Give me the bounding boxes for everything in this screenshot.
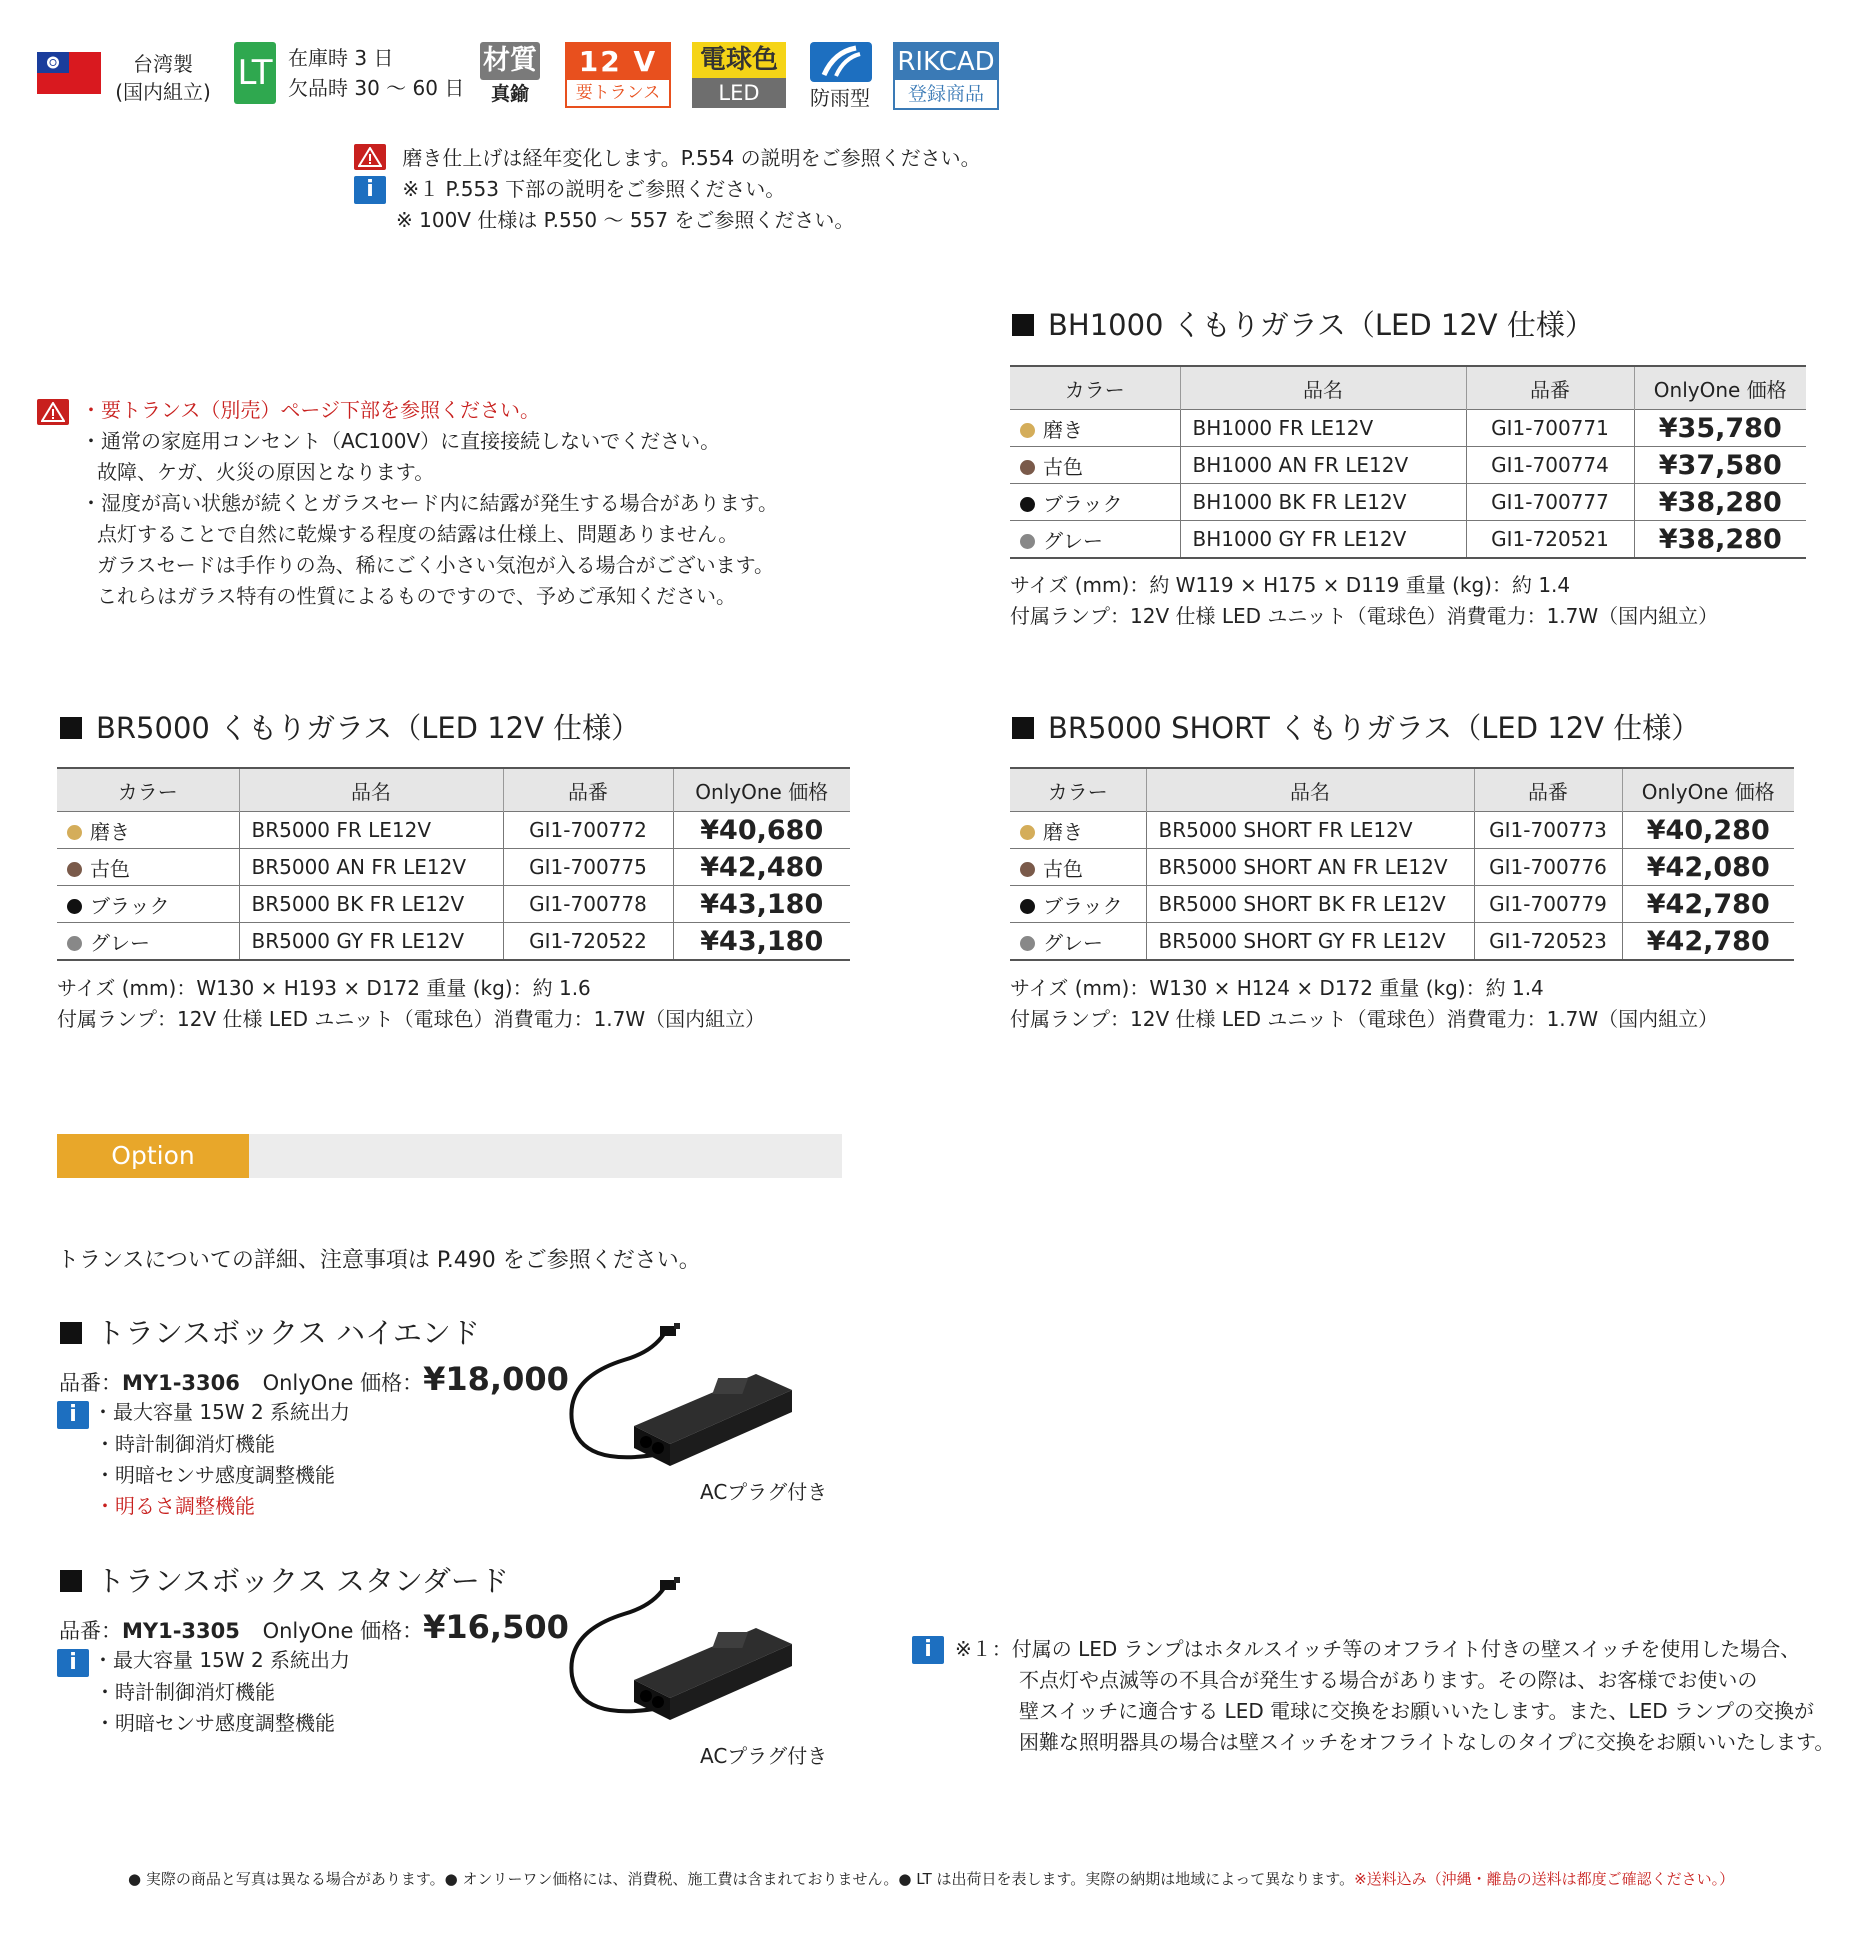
transformer-std-caption: ACプラグ付き — [700, 1744, 828, 1768]
price-cell: ¥38,280 — [1634, 521, 1806, 559]
price-cell: ¥38,280 — [1634, 484, 1806, 521]
product-code-cell: GI1-700774 — [1466, 447, 1634, 484]
transformer-high-title: トランスボックス ハイエンド — [60, 1311, 480, 1352]
price-cell: ¥43,180 — [673, 923, 850, 961]
price-cell: ¥37,580 — [1634, 447, 1806, 484]
color-swatch-icon — [1020, 899, 1035, 914]
table-row — [1010, 886, 1794, 923]
price-cell: ¥42,780 — [1622, 886, 1794, 923]
lamp-text: 付属ランプ：12V 仕様 LED ユニット（電球色）消費電力：1.7W（国内組立） — [1010, 604, 1719, 628]
br5000-specs — [57, 973, 765, 1035]
led-color-badge: 電球色 LED — [692, 42, 786, 108]
br5000-short-spec-table — [1010, 767, 1794, 961]
transformer-high-caption: ACプラグ付き — [700, 1480, 828, 1504]
bh1000-title: BH1000 くもりガラス（LED 12V 仕様） — [1012, 303, 1594, 344]
color-swatch-icon — [1020, 936, 1035, 951]
color-cell: ブラック — [1010, 484, 1180, 521]
color-swatch-icon — [1020, 825, 1035, 840]
color-swatch-icon — [67, 899, 82, 914]
voltage-badge: 12 V 要トランス — [565, 42, 671, 108]
price-cell: ¥35,780 — [1634, 410, 1806, 447]
product-code-cell: GI1-720523 — [1474, 923, 1622, 961]
bh1000-specs — [1010, 570, 1718, 632]
top-notes — [354, 143, 981, 236]
caution-block — [37, 395, 778, 608]
polish-warning-text: 磨き仕上げは経年変化します。P.554 の説明をご参照ください。 — [402, 146, 981, 170]
product-code-cell: GI1-700778 — [503, 886, 673, 923]
product-code: MY1-3306 — [122, 1371, 240, 1395]
table-row — [1010, 410, 1806, 447]
color-swatch-icon — [1020, 862, 1035, 877]
header-color: カラー — [57, 768, 239, 812]
lamp-text: 付属ランプ：12V 仕様 LED ユニット（電球色）消費電力：1.7W（国内組立） — [1010, 1007, 1719, 1031]
product-name-cell: BR5000 SHORT BK FR LE12V — [1146, 886, 1474, 923]
size-text: サイズ (mm)：約 W119 × H175 × D119 重量 (kg)：約 1.4 — [1010, 573, 1571, 597]
br5000-short-specs — [1010, 973, 1718, 1035]
product-code-cell: GI1-700779 — [1474, 886, 1622, 923]
product-code: MY1-3305 — [122, 1619, 240, 1643]
transformer-high-features: i ・最大容量 15W 2 系統出力 ・時計制御消灯機能 ・明暗センサ感度調整機能 ・明るさ調整機能 — [57, 1397, 350, 1522]
transformer-std-price-line: 品番：MY1-3305 OnlyOne 価格：¥16,500 — [59, 1608, 569, 1646]
price-cell: ¥42,080 — [1622, 849, 1794, 886]
table-row — [1010, 849, 1794, 886]
table-row — [1010, 484, 1806, 521]
color-cell: グレー — [57, 923, 239, 961]
br5000-spec-table — [57, 767, 850, 961]
color-swatch-icon — [1020, 423, 1035, 438]
lamp-text: 付属ランプ：12V 仕様 LED ユニット（電球色）消費電力：1.7W（国内組立） — [57, 1007, 766, 1031]
header-price: OnlyOne 価格 — [673, 768, 850, 812]
color-swatch-icon — [1020, 460, 1035, 475]
product-code-cell: GI1-700773 — [1474, 812, 1622, 849]
product-name-cell: BR5000 SHORT GY FR LE12V — [1146, 923, 1474, 961]
color-cell: 磨き — [1010, 812, 1146, 849]
transformer-std-features: i ・最大容量 15W 2 系統出力 ・時計制御消灯機能 ・明暗センサ感度調整機能 — [57, 1645, 350, 1739]
table-row — [57, 923, 850, 961]
product-price: ¥18,000 — [423, 1360, 569, 1398]
product-name-cell: BR5000 GY FR LE12V — [239, 923, 503, 961]
price-cell: ¥43,180 — [673, 886, 850, 923]
header-price: OnlyOne 価格 — [1622, 768, 1794, 812]
lead-time-label: 在庫時 3 日 欠品時 30 ～ 60 日 — [288, 46, 465, 100]
product-code-cell: GI1-700775 — [503, 849, 673, 886]
color-swatch-icon — [67, 862, 82, 877]
br5000-short-title: BR5000 SHORT くもりガラス（LED 12V 仕様） — [1012, 706, 1700, 747]
header-code: 品番 — [1466, 366, 1634, 410]
color-cell: ブラック — [1010, 886, 1146, 923]
taiwan-flag-icon — [37, 52, 101, 94]
header-code: 品番 — [1474, 768, 1622, 812]
material-badge: 材質 真鍮 — [480, 42, 540, 108]
price-cell: ¥40,680 — [673, 812, 850, 849]
bh1000-spec-table — [1010, 365, 1806, 559]
table-row — [1010, 521, 1806, 559]
rikcad-badge: RIKCAD 登録商品 — [893, 42, 999, 110]
product-name-cell: BR5000 SHORT FR LE12V — [1146, 812, 1474, 849]
br5000-title: BR5000 くもりガラス（LED 12V 仕様） — [60, 706, 640, 747]
rainproof-label: 防雨型 — [810, 86, 870, 110]
info-icon: i — [912, 1636, 944, 1664]
option-intro: トランスについての詳細、注意事項は P.490 をご参照ください。 — [57, 1248, 701, 1273]
info-icon: i — [57, 1401, 89, 1429]
product-name-cell: BH1000 GY FR LE12V — [1180, 521, 1466, 559]
table-row — [57, 812, 850, 849]
color-cell: 古色 — [57, 849, 239, 886]
info-icon: i — [354, 176, 386, 204]
product-name-cell: BH1000 BK FR LE12V — [1180, 484, 1466, 521]
product-code-cell: GI1-720522 — [503, 923, 673, 961]
product-code-cell: GI1-720521 — [1466, 521, 1634, 559]
product-name-cell: BH1000 FR LE12V — [1180, 410, 1466, 447]
rainproof-icon — [810, 42, 872, 82]
caution-line-1: ・要トランス（別売）ページ下部を参照ください。 — [81, 398, 540, 422]
caution-line-3: 故障、ケガ、火災の原因となります。 — [97, 460, 435, 484]
product-code-cell: GI1-700776 — [1474, 849, 1622, 886]
caution-line-2: ・通常の家庭用コンセント（AC100V）に直接接続しないでください。 — [81, 429, 721, 453]
header-name: 品名 — [1146, 768, 1474, 812]
color-cell: 古色 — [1010, 447, 1180, 484]
header-price: OnlyOne 価格 — [1634, 366, 1806, 410]
product-name-cell: BR5000 AN FR LE12V — [239, 849, 503, 886]
size-text: サイズ (mm)：W130 × H193 × D172 重量 (kg)：約 1.6 — [57, 976, 591, 1000]
transformer-std-title: トランスボックス スタンダード — [60, 1559, 509, 1600]
footer-note: ● 実際の商品と写真は異なる場合があります。● オンリーワン価格には、消費税、施工費は含まれておりません。● LT は出荷日を表します。実際の納期は地域によって異なります。※送料込み（沖縄・離島の送料は都度ご確認ください。） — [128, 1870, 1735, 1888]
option-tab: Option — [57, 1134, 249, 1178]
table-row — [1010, 812, 1794, 849]
transformer-high-price-line: 品番：MY1-3306 OnlyOne 価格：¥18,000 — [59, 1360, 569, 1398]
header-name: 品名 — [239, 768, 503, 812]
transformer-high-image — [560, 1318, 800, 1478]
product-name-cell: BH1000 AN FR LE12V — [1180, 447, 1466, 484]
caution-line-7: これらはガラス特有の性質によるものですので、予めご承知ください。 — [97, 584, 736, 608]
product-name-cell: BR5000 BK FR LE12V — [239, 886, 503, 923]
color-cell: 磨き — [57, 812, 239, 849]
origin-label: 台湾製 (国内組立) — [115, 52, 211, 104]
info-icon: i — [57, 1649, 89, 1677]
led-lamp-note: ※１：付属の LED ランプはホタルスイッチ等のオフライト付きの壁スイッチを使用した場合、 不点灯や点滅等の不具合が発生する場合があります。その際は、お客様でお使いの 壁スイッチに適合する LED 電球に交換をお願いいたします。また、LED ランプの交換が 困難な照明器具の場合は壁スイッチをオフライトなしのタイプに交換をお願いいたします。 — [955, 1637, 1835, 1754]
product-code-cell: GI1-700771 — [1466, 410, 1634, 447]
product-name-cell: BR5000 SHORT AN FR LE12V — [1146, 849, 1474, 886]
product-code-cell: GI1-700777 — [1466, 484, 1634, 521]
product-price: ¥16,500 — [423, 1608, 569, 1646]
caution-line-6: ガラスセードは手作りの為、稀にごく小さい気泡が入る場合がございます。 — [97, 553, 774, 577]
option-bar — [57, 1134, 842, 1178]
color-cell: 古色 — [1010, 849, 1146, 886]
color-swatch-icon — [1020, 534, 1035, 549]
color-swatch-icon — [67, 936, 82, 951]
product-code-cell: GI1-700772 — [503, 812, 673, 849]
lt-icon: LT — [234, 42, 276, 104]
warning-icon — [37, 399, 69, 425]
warning-icon — [354, 144, 386, 170]
color-cell: 磨き — [1010, 410, 1180, 447]
table-row — [57, 886, 850, 923]
color-swatch-icon — [67, 825, 82, 840]
header-color: カラー — [1010, 366, 1180, 410]
header-color: カラー — [1010, 768, 1146, 812]
size-text: サイズ (mm)：W130 × H124 × D172 重量 (kg)：約 1.4 — [1010, 976, 1544, 1000]
caution-line-5: 点灯することで自然に乾燥する程度の結露は仕様上、問題ありません。 — [97, 522, 739, 546]
header-name: 品名 — [1180, 366, 1466, 410]
header-code: 品番 — [503, 768, 673, 812]
table-row — [57, 849, 850, 886]
color-cell: グレー — [1010, 923, 1146, 961]
price-cell: ¥42,780 — [1622, 923, 1794, 961]
info-note-2: ※ 100V 仕様は P.550 ～ 557 をご参照ください。 — [396, 208, 855, 232]
table-row — [1010, 923, 1794, 961]
color-cell: グレー — [1010, 521, 1180, 559]
info-note-1: ※１ P.553 下部の説明をご参照ください。 — [402, 177, 786, 201]
table-row — [1010, 447, 1806, 484]
price-cell: ¥42,480 — [673, 849, 850, 886]
color-cell: ブラック — [57, 886, 239, 923]
color-swatch-icon — [1020, 497, 1035, 512]
caution-line-4: ・湿度が高い状態が続くとガラスセード内に結露が発生する場合があります。 — [81, 491, 778, 515]
transformer-std-image — [560, 1572, 800, 1732]
price-cell: ¥40,280 — [1622, 812, 1794, 849]
product-name-cell: BR5000 FR LE12V — [239, 812, 503, 849]
